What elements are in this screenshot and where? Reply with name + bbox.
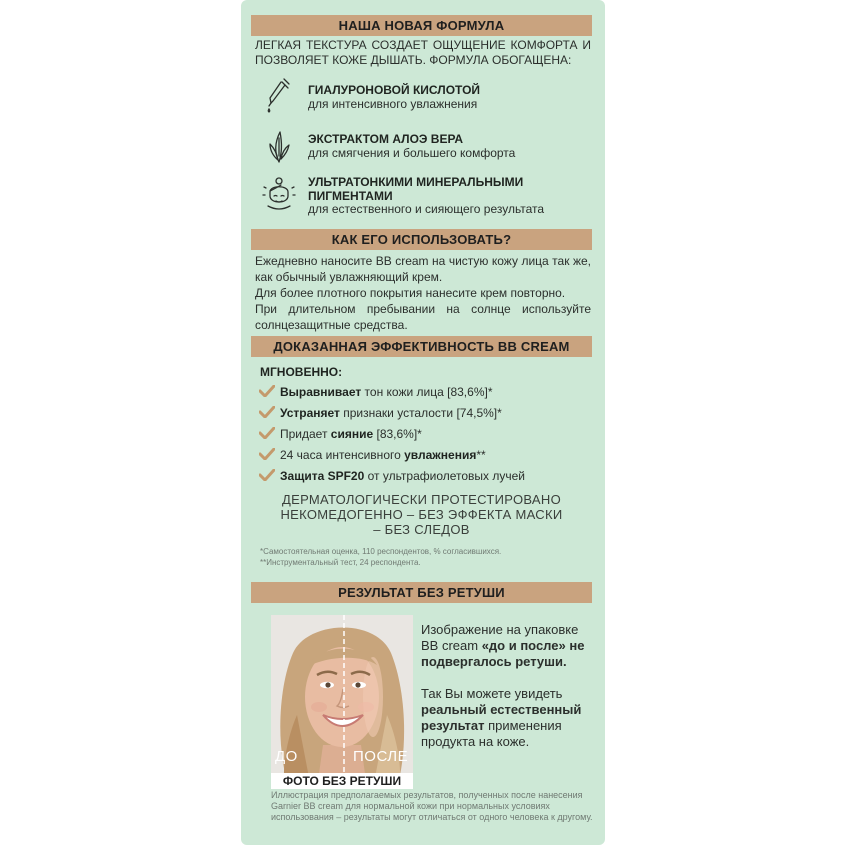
footnote: **Инструментальный тест, 24 респондента. [260,558,421,567]
dropper-icon [262,76,296,114]
checkmark-icon [259,469,275,481]
aloe-leaf-icon [262,126,296,164]
benefit-item: Выравнивает тон кожи лица [83,6%]* [259,384,493,400]
checkmark-icon [259,448,275,460]
ingredient-subtitle-pigments: для естественного и сияющего результата [308,202,545,216]
checkmark-icon [259,385,275,397]
how-to-line: Для более плотного покрытия нанесите крем повторно. [255,286,566,300]
illustration-disclaimer: Иллюстрация предполагаемых результатов, полученных после нанесения Garnier BB cream для нормальной кожи при нормальных условиях использования – результаты могут отличаться от одного человека к другому. [271,790,593,822]
ingredient-title-hyaluronic: ГИАЛУРОНОВОЙ КИСЛОТОЙ [308,83,481,97]
section-title-formula: НАША НОВАЯ ФОРМУЛА [251,15,592,36]
how-to-line: При длительном пребывании на солнце используйте солнцезащитные средства. [255,302,591,332]
instant-label: МГНОВЕННО: [260,365,343,379]
after-label: ПОСЛЕ [353,748,409,765]
how-to-text [255,253,591,333]
benefit-item: Защита SPF20 от ультрафиолетовых лучей [259,468,525,484]
how-to-line: Ежедневно наносите BB cream на чистую кожу лица так же, как обычный увлажняющий крем. [255,254,591,284]
benefit-item: Устраняет признаки усталости [74,5%]* [259,405,502,421]
result-description: Изображение на упаковке BB cream «до и после» не подвергалось ретуши. Так Вы можете увидеть реальный естественный результат применения продукта на коже. [421,622,585,749]
formula-intro: ЛЕГКАЯ ТЕКСТУРА СОЗДАЕТ ОЩУЩЕНИЕ КОМФОРТА И ПОЗВОЛЯЕТ КОЖЕ ДЫШАТЬ. ФОРМУЛА ОБОГАЩЕНА: [255,38,591,67]
section-title-how-to: КАК ЕГО ИСПОЛЬЗОВАТЬ? [251,229,592,250]
checkmark-icon [259,406,275,418]
section-title-result: РЕЗУЛЬТАТ БЕЗ РЕТУШИ [251,582,592,603]
ingredient-subtitle-hyaluronic: для интенсивного увлажнения [308,97,478,111]
benefit-item: 24 часа интенсивного увлажнения** [259,447,486,463]
photo-caption: ФОТО БЕЗ РЕТУШИ [271,773,413,789]
section-title-efficacy: ДОКАЗАННАЯ ЭФФЕКТИВНОСТЬ BB CREAM [251,336,592,357]
footnote: *Самостоятельная оценка, 110 респондентов, % согласившихся. [260,547,502,556]
ingredient-subtitle-aloe: для смягчения и большего комфорта [308,146,516,160]
benefit-item: Придает сияние [83,6%]* [259,426,422,442]
dermatology-claims: ДЕРМАТОЛОГИЧЕСКИ ПРОТЕСТИРОВАНО НЕКОМЕДОГЕННО – БЕЗ ЭФФЕКТА МАСКИ – БЕЗ СЛЕДОВ [280,492,563,537]
checkmark-icon [259,427,275,439]
ingredient-title-aloe: ЭКСТРАКТОМ АЛОЭ ВЕРА [308,132,464,146]
ingredient-title-pigments: УЛЬТРАТОНКИМИ МИНЕРАЛЬНЫМИ ПИГМЕНТАМИ [308,175,524,203]
before-label: ДО [275,748,298,765]
face-glow-icon [262,174,296,212]
